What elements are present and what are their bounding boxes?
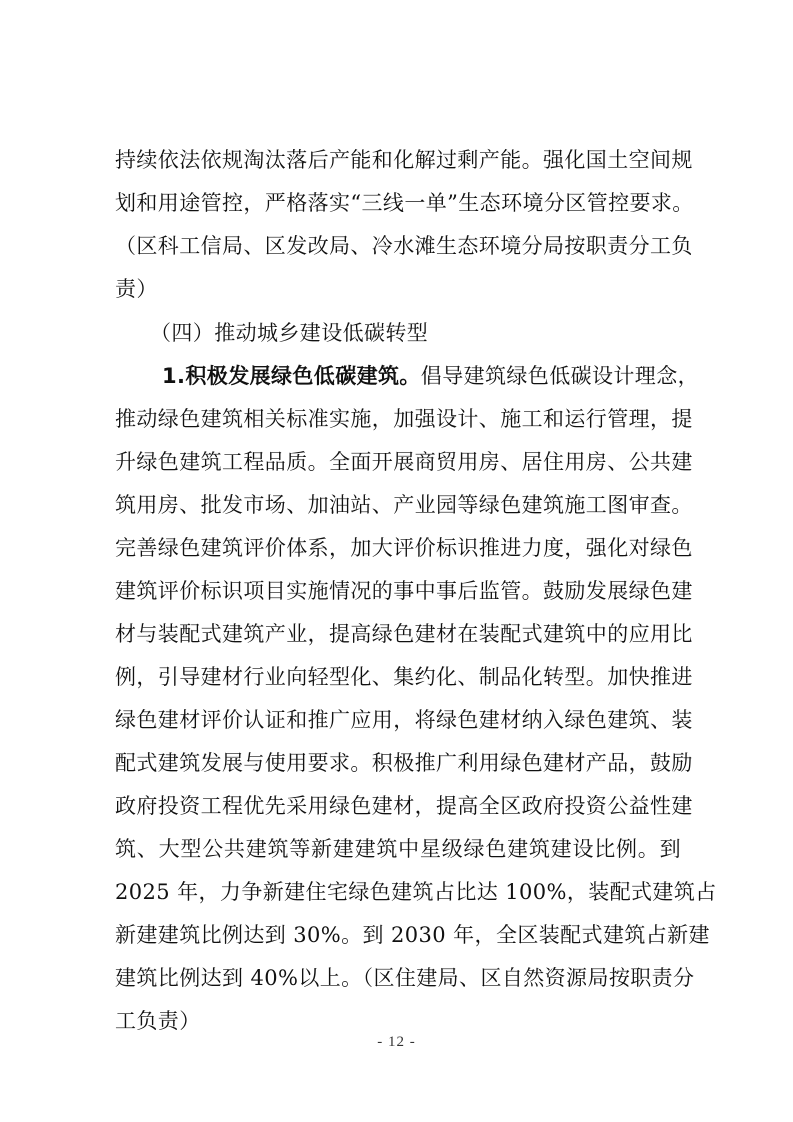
paragraph-line: 新建建筑比例达到 30%。到 2030 年，全区装配式建筑占新建 [115,923,710,947]
paragraph-line: （区科工信局、区发改局、冷水滩生态环境分局按职责分工负 [115,234,693,258]
paragraph-first-line-rest: 倡导建筑绿色低碳设计理念， [420,364,699,388]
paragraph-line: 责） [115,277,158,301]
paragraph-line: 筑用房、批发市场、加油站、产业园等绿色建筑施工图审查。 [115,493,693,517]
paragraph-line: 材与装配式建筑产业，提高绿色建材在装配式建筑中的应用比 [115,622,693,646]
page-number: - 12 - [377,1034,416,1050]
paragraph-line: 配式建筑发展与使用要求。积极推广利用绿色建材产品，鼓励 [115,751,693,775]
paragraph-line: 2025 年，力争新建住宅绿色建筑占比达 100%，装配式建筑占 [115,880,717,904]
paragraph-line: 升绿色建筑工程品质。全面开展商贸用房、居住用房、公共建 [115,450,693,474]
section-heading: （四）推动城乡建设低碳转型 [150,321,429,345]
paragraph-line: 例，引导建材行业向轻型化、集约化、制品化转型。加快推进 [115,665,693,689]
paragraph-line: 政府投资工程优先采用绿色建材，提高全区政府投资公益性建 [115,794,693,818]
paragraph-line: 绿色建材评价认证和推广应用，将绿色建材纳入绿色建筑、装 [115,708,693,732]
subsection-lead: 1.积极发展绿色低碳建筑。 [162,364,421,388]
paragraph-line: 筑、大型公共建筑等新建建筑中星级绿色建筑建设比例。到 [115,837,681,861]
paragraph-line: 建筑评价标识项目实施情况的事中事后监管。鼓励发展绿色建 [115,579,693,603]
paragraph-line: 工负责） [115,1009,201,1033]
paragraph-line: 完善绿色建筑评价体系，加大评价标识推进力度，强化对绿色 [115,536,693,560]
paragraph-line: 持续依法依规淘汰落后产能和化解过剩产能。强化国土空间规 [115,148,693,172]
paragraph-line: 建筑比例达到 40%以上。（区住建局、区自然资源局按职责分 [115,966,695,990]
paragraph-line: 推动绿色建筑相关标准实施，加强设计、施工和运行管理，提 [115,407,693,431]
paragraph-line: 划和用途管控，严格落实“三线一单”生态环境分区管控要求。 [115,191,694,215]
paragraph-first-line [162,361,699,391]
